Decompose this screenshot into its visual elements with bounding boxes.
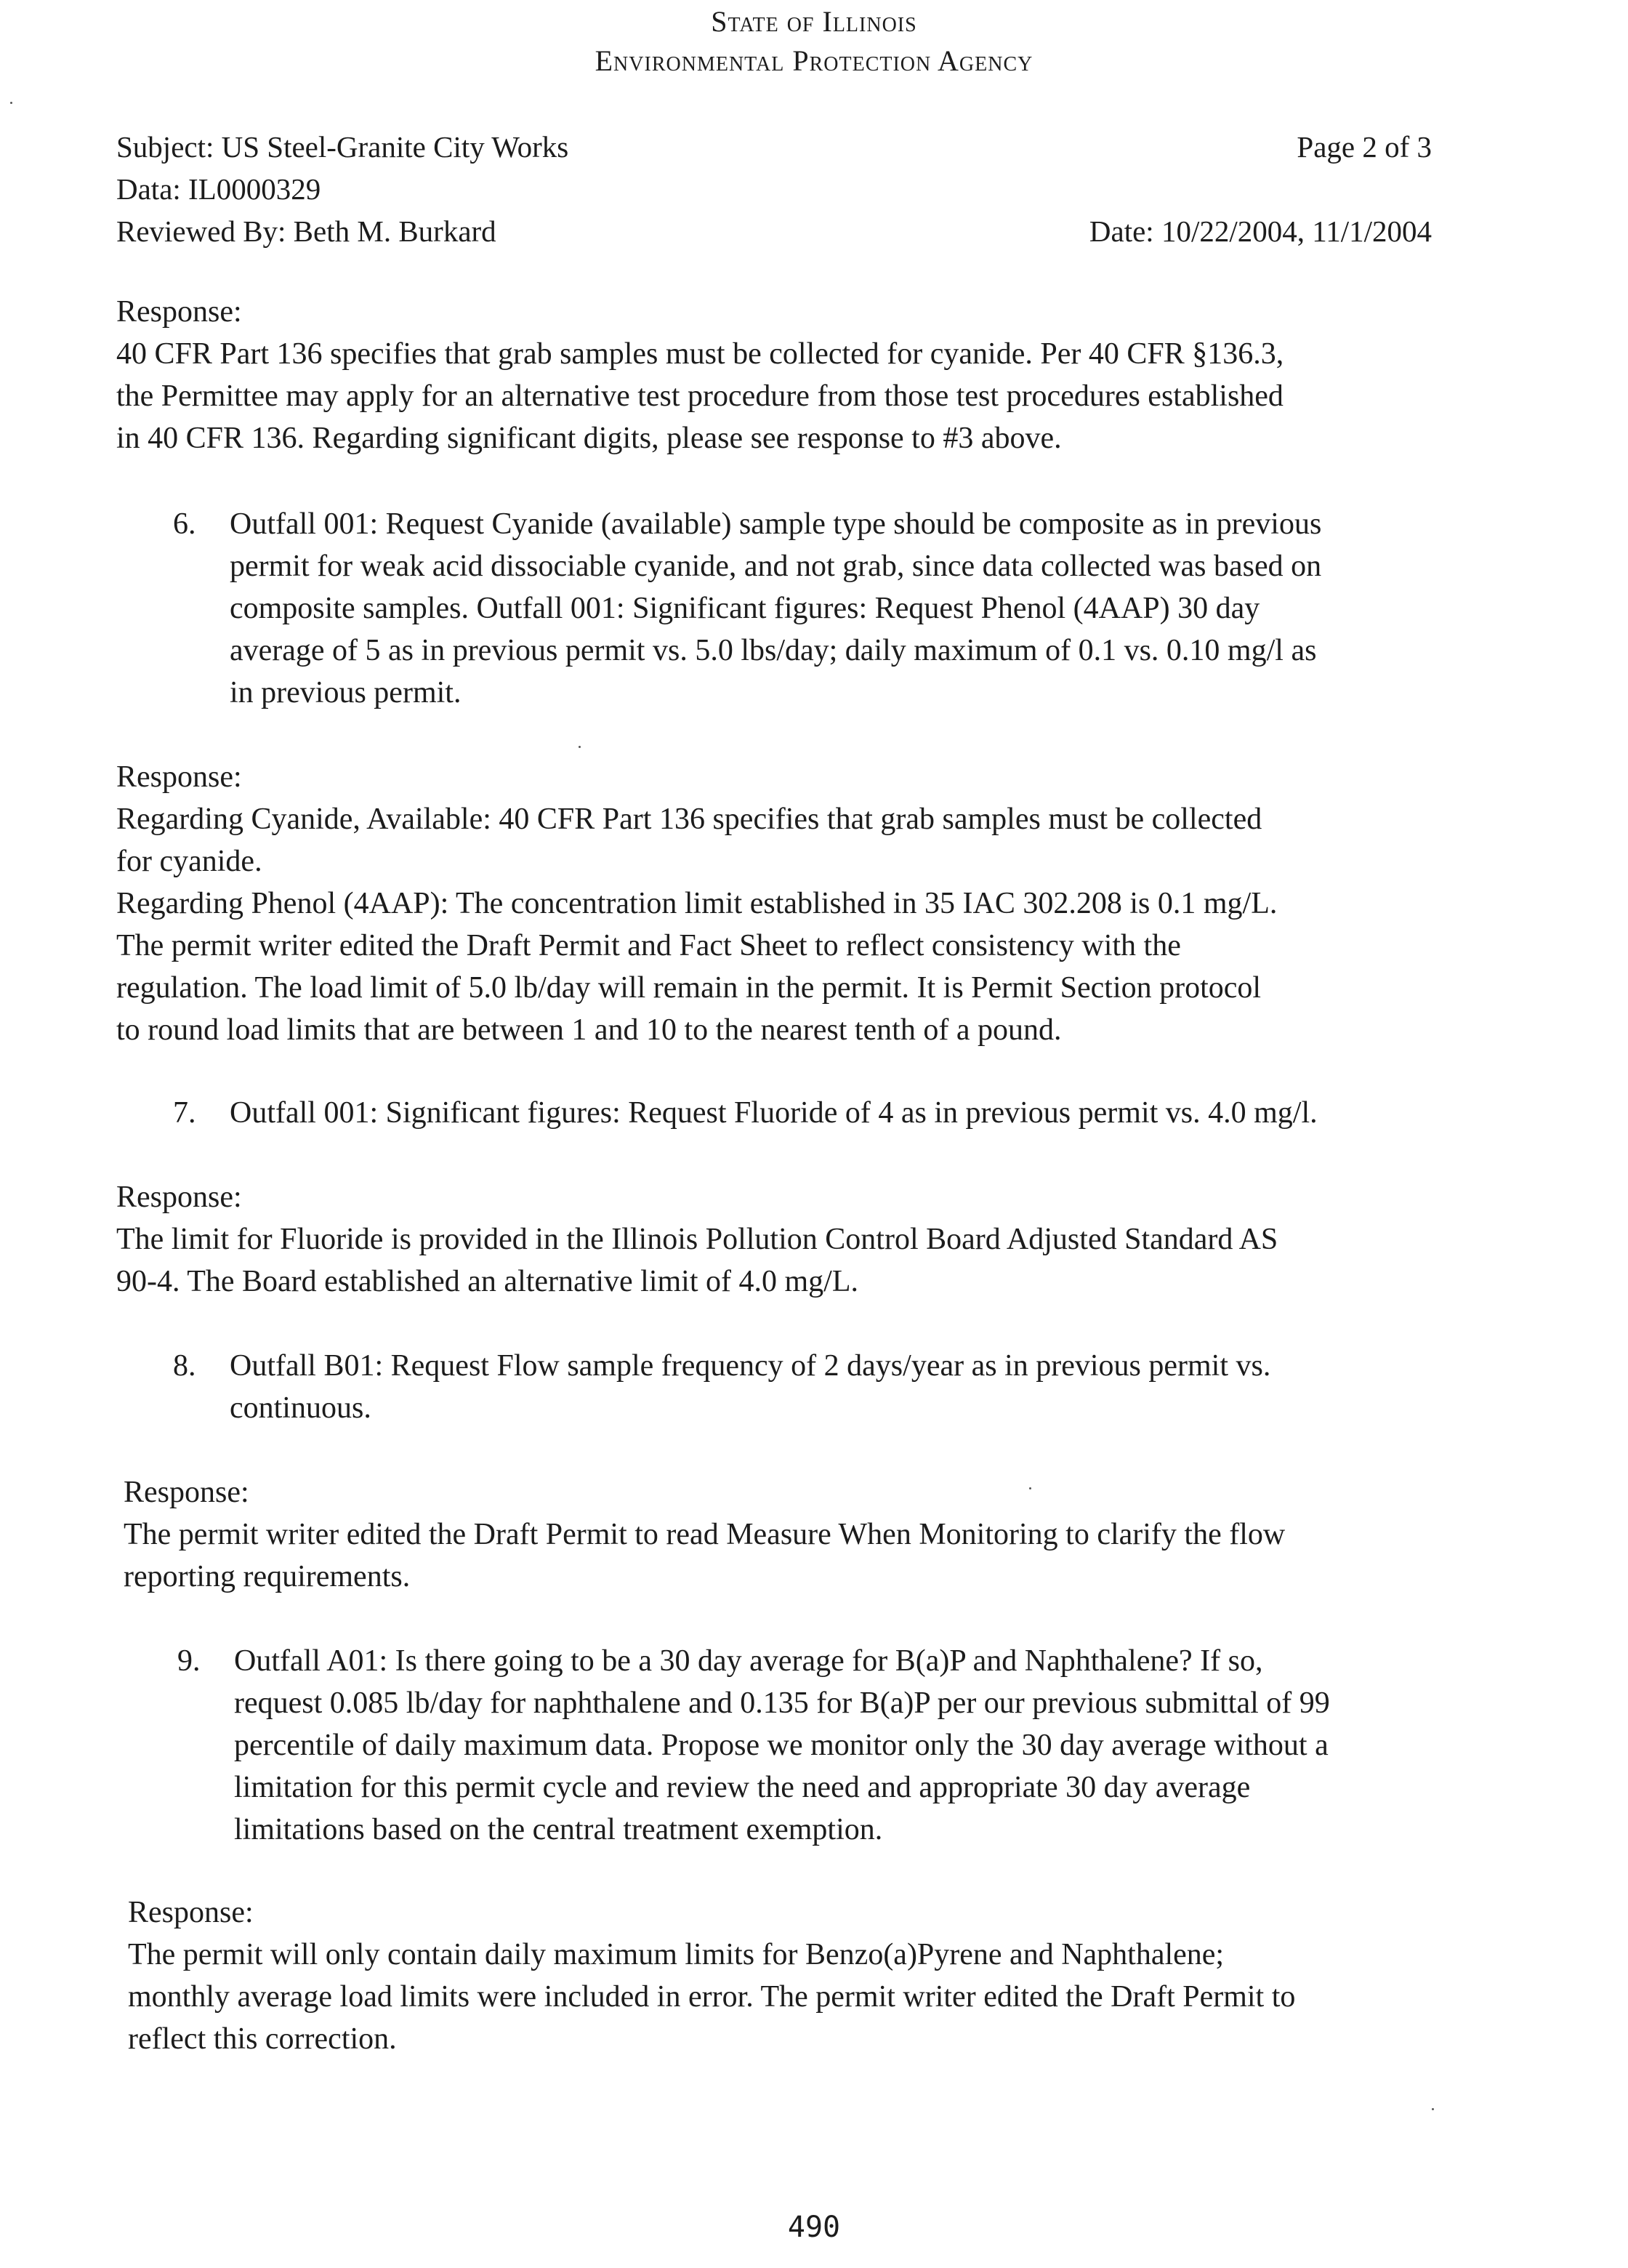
comment-6-line: permit for weak acid dissociable cyanide, and not grab, since data collected was based on bbox=[230, 550, 1322, 583]
response-8-line: The permit writer edited the Draft Permit to read Measure When Monitoring to clarify the flow bbox=[124, 1518, 1286, 1551]
response-label: Response: bbox=[116, 295, 242, 329]
response-7-line: 90-4. The Board established an alternative limit of 4.0 mg/L. bbox=[116, 1265, 858, 1298]
comment-8-line: Outfall B01: Request Flow sample frequency of 2 days/year as in previous permit vs. bbox=[230, 1349, 1271, 1383]
agency-name: Environmental Protection Agency bbox=[595, 44, 1033, 77]
comment-9-line: limitation for this permit cycle and review the need and appropriate 30 day average bbox=[234, 1771, 1251, 1804]
response-6-line: Regarding Cyanide, Available: 40 CFR Part 136 specifies that grab samples must be collected bbox=[116, 803, 1262, 836]
response-6-body bbox=[116, 798, 1277, 1051]
response-label: Response: bbox=[116, 760, 242, 794]
page-indicator: Page 2 of 3 bbox=[1297, 130, 1432, 164]
agency-state: State of Illinois bbox=[711, 5, 917, 38]
response-7-body bbox=[116, 1218, 1278, 1303]
comment-7-text bbox=[230, 1092, 1318, 1134]
response-9-line: reflect this correction. bbox=[128, 2022, 397, 2056]
comment-9-line: percentile of daily maximum data. Propose we monitor only the 30 day average without a bbox=[234, 1729, 1329, 1762]
scan-speck bbox=[579, 746, 581, 748]
response-7-line: The limit for Fluoride is provided in the Illinois Pollution Control Board Adjusted Standard AS bbox=[116, 1223, 1278, 1256]
comment-6-line: in previous permit. bbox=[230, 676, 462, 709]
comment-6-text bbox=[230, 503, 1321, 714]
comment-7-number: 7. bbox=[173, 1096, 196, 1130]
comment-9-line: Outfall A01: Is there going to be a 30 day average for B(a)P and Naphthalene? If so, bbox=[234, 1644, 1263, 1678]
response-5-line: the Permittee may apply for an alternative test procedure from those test procedures established bbox=[116, 379, 1284, 413]
response-6-line: regulation. The load limit of 5.0 lb/day will remain in the permit. It is Permit Section protocol bbox=[116, 971, 1262, 1005]
scan-speck bbox=[1432, 2108, 1434, 2110]
subject-line: Subject: US Steel-Granite City Works bbox=[116, 130, 569, 164]
comment-8-line: continuous. bbox=[230, 1391, 371, 1425]
response-9-line: The permit will only contain daily maximum limits for Benzo(a)Pyrene and Naphthalene; bbox=[128, 1938, 1225, 1971]
response-label: Response: bbox=[128, 1896, 254, 1929]
response-label: Response: bbox=[116, 1181, 242, 1214]
response-6-line: for cyanide. bbox=[116, 845, 262, 878]
response-9-body bbox=[128, 1934, 1295, 2060]
scan-speck bbox=[10, 102, 12, 104]
comment-9-line: limitations based on the central treatment exemption. bbox=[234, 1813, 883, 1846]
date-line: Date: 10/22/2004, 11/1/2004 bbox=[1089, 214, 1432, 248]
response-5-body bbox=[116, 333, 1284, 459]
comment-8-text bbox=[230, 1345, 1270, 1429]
comment-6-number: 6. bbox=[173, 507, 196, 541]
response-8-line: reporting requirements. bbox=[124, 1560, 411, 1593]
response-9-line: monthly average load limits were included in error. The permit writer edited the Draft Permit to bbox=[128, 1980, 1296, 2014]
response-5-line: in 40 CFR 136. Regarding significant digits, please see response to #3 above. bbox=[116, 422, 1062, 455]
response-6-line: The permit writer edited the Draft Permit and Fact Sheet to reflect consistency with the bbox=[116, 929, 1181, 962]
reviewed-by-line: Reviewed By: Beth M. Burkard bbox=[116, 214, 496, 248]
response-6-line: to round load limits that are between 1 and 10 to the nearest tenth of a pound. bbox=[116, 1013, 1062, 1047]
comment-8-number: 8. bbox=[173, 1349, 196, 1383]
data-line: Data: IL0000329 bbox=[116, 172, 321, 206]
comment-9-text bbox=[234, 1640, 1330, 1851]
scan-speck bbox=[1029, 1487, 1031, 1489]
bates-page-number: 490 bbox=[787, 2211, 841, 2244]
comment-6-line: Outfall 001: Request Cyanide (available) sample type should be composite as in previous bbox=[230, 507, 1322, 541]
response-5-line: 40 CFR Part 136 specifies that grab samples must be collected for cyanide. Per 40 CFR §136.3, bbox=[116, 337, 1284, 371]
comment-7-line: Outfall 001: Significant figures: Request Fluoride of 4 as in previous permit vs. 4.0 mg/l. bbox=[230, 1096, 1318, 1130]
comment-9-line: request 0.085 lb/day for naphthalene and 0.135 for B(a)P per our previous submittal of 99 bbox=[234, 1686, 1330, 1720]
comment-9-number: 9. bbox=[177, 1644, 201, 1678]
comment-6-line: composite samples. Outfall 001: Significant figures: Request Phenol (4AAP) 30 day bbox=[230, 592, 1260, 625]
response-8-body bbox=[124, 1513, 1285, 1598]
comment-6-line: average of 5 as in previous permit vs. 5.0 lbs/day; daily maximum of 0.1 vs. 0.10 mg/l as bbox=[230, 634, 1317, 667]
response-6-line: Regarding Phenol (4AAP): The concentration limit established in 35 IAC 302.208 is 0.1 mg/L. bbox=[116, 887, 1278, 920]
response-label: Response: bbox=[124, 1476, 249, 1509]
